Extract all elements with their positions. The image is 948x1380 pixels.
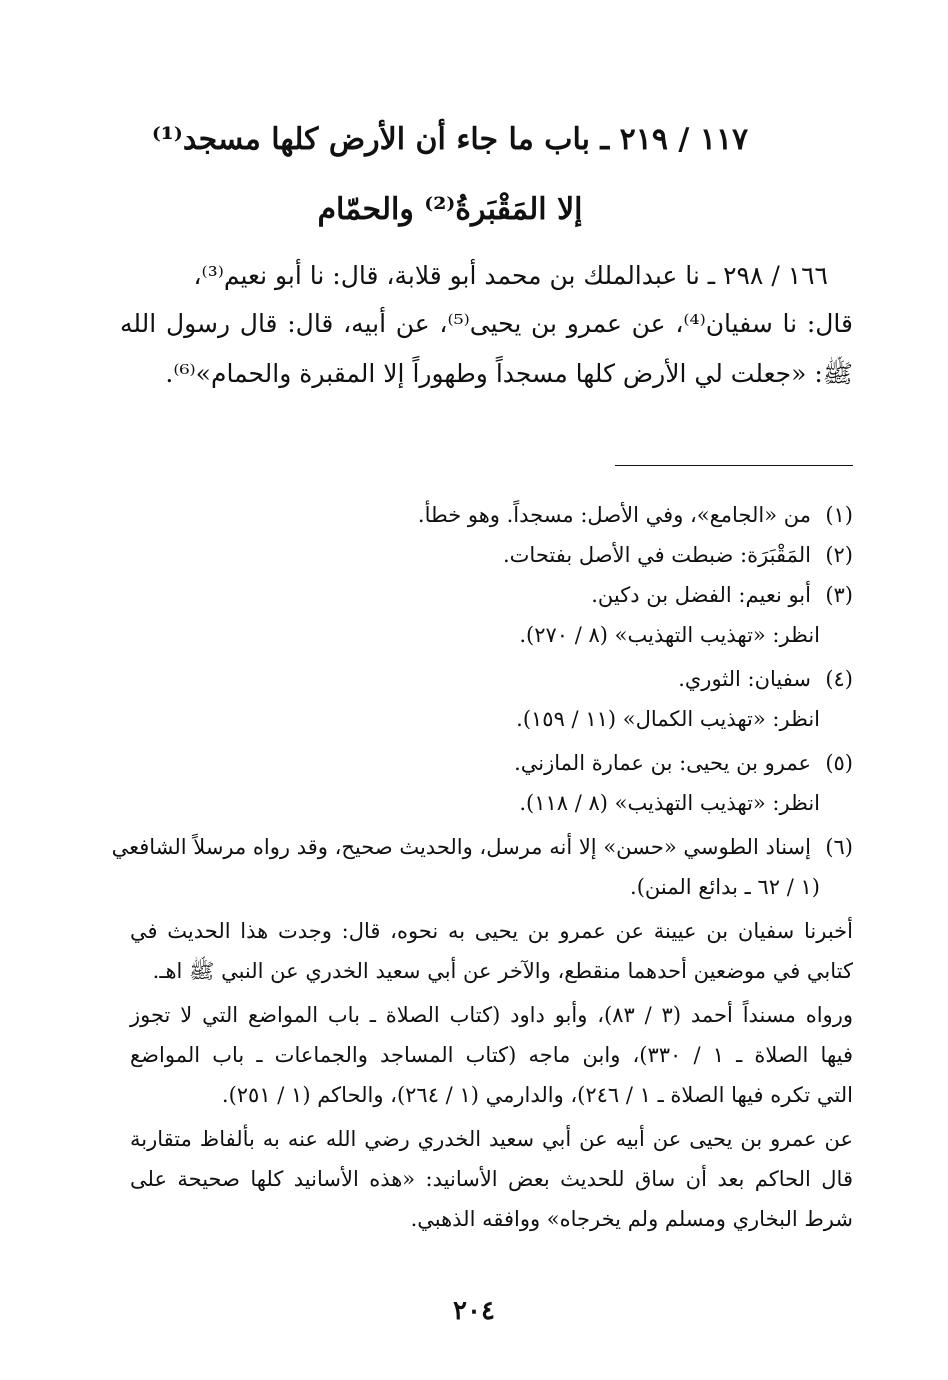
hadith-text-line-3: ﷺ: «جعلت لي الأرض كلها مسجداً وطهوراً إلا المقبرة والحمام»⁽⁶⁾.	[165, 359, 853, 388]
footnote-text: عمرو بن يحيى: بن عمارة المازني.	[514, 751, 811, 775]
footnote-number: (٥)	[825, 751, 853, 775]
footnote-number: (٣)	[825, 583, 853, 607]
footnote-text: أبو نعيم: الفضل بن دكين.	[591, 583, 811, 607]
footnote-1	[418, 500, 853, 530]
footnote-para-3-line-2: قال الحاكم بعد أن ساق للحديث بعض الأسانيد: «هذه الأسانيد كلها صحيحة على	[130, 1167, 853, 1191]
hadith-text-line-1: ١٦٦ / ٢٩٨ ـ نا عبدالملك بن محمد أبو قلابة، قال: نا أبو نعيم⁽³⁾،	[193, 261, 828, 290]
chapter-heading-line-1: ١١٧ / ٢١٩ ـ باب ما جاء أن الأرض كلها مسجد⁽¹⁾	[151, 122, 749, 157]
footnote-para-2-line-2: فيها الصلاة ـ ١ / ٣٣٠)، وابن ماجه (كتاب المساجد والجماعات ـ باب المواضع	[130, 1043, 853, 1067]
footnote-text: المَقْبَرَة: ضبطت في الأصل بفتحات.	[502, 543, 811, 567]
footnote-number: (٢)	[825, 543, 853, 567]
footnote-number: (١)	[825, 503, 853, 527]
footnote-number: (٦)	[825, 835, 853, 859]
footnote-para-1-line-1: أخبرنا سفيان بن عيينة عن عمرو بن يحيى به نحوه، قال: وجدت هذا الحديث في	[130, 919, 853, 943]
footnote-4	[678, 664, 853, 694]
footnote-para-2-line-1: ورواه مسنداً أحمد (٣ / ٨٣)، وأبو داود (كتاب الصلاة ـ باب المواضع التي لا تجوز	[130, 1003, 853, 1027]
footnote-4-reference: انظر: «تهذيب الكمال» (١١ / ١٥٩).	[516, 707, 820, 731]
footnote-5	[514, 748, 853, 778]
footnote-text: سفيان: الثوري.	[678, 667, 811, 691]
footnote-text: من «الجامع»، وفي الأصل: مسجداً. وهو خطأ.	[417, 503, 811, 527]
footnote-para-3-line-3: شرط البخاري ومسلم ولم يخرجاه» ووافقه الذهبي.	[410, 1207, 853, 1231]
footnote-para-2-line-3: التي تكره فيها الصلاة ـ ١ / ٢٤٦)، والدارمي (١ / ٢٦٤)، والحاكم (١ / ٢٥١).	[221, 1083, 853, 1107]
hadith-text-line-2: قال: نا سفيان⁽⁴⁾، عن عمرو بن يحيى⁽⁵⁾، عن أبيه، قال: قال رسول الله	[120, 309, 853, 338]
footnote-2	[503, 540, 853, 570]
footnote-5-reference: انظر: «تهذيب التهذيب» (٨ / ١١٨).	[519, 791, 820, 815]
footnote-6	[112, 832, 853, 862]
footnote-separator	[615, 465, 853, 466]
footnote-3-reference: انظر: «تهذيب التهذيب» (٨ / ٢٧٠).	[519, 623, 820, 647]
footnote-number: (٤)	[825, 667, 853, 691]
footnote-6-line-2: (١ / ٦٢ ـ بدائع المنن).	[630, 875, 820, 899]
page-number: ٢٠٤	[453, 1296, 495, 1326]
footnote-text: إسناد الطوسي «حسن» إلا أنه مرسل، والحديث صحيح، وقد رواه مرسلاً الشافعي	[111, 835, 811, 859]
chapter-heading-line-2: إلا المَقْبَرةُ⁽²⁾ والحمّام	[317, 192, 583, 227]
footnote-para-3-line-1: عن عمرو بن يحيى عن أبيه عن أبي سعيد الخدري رضي الله عنه به بألفاظ متقاربة	[130, 1127, 853, 1151]
footnote-para-1-line-2: كتابي في موضعين أحدهما منقطع، والآخر عن أبي سعيد الخدري عن النبي ﷺ اهـ.	[152, 959, 853, 983]
footnote-3	[591, 580, 853, 610]
